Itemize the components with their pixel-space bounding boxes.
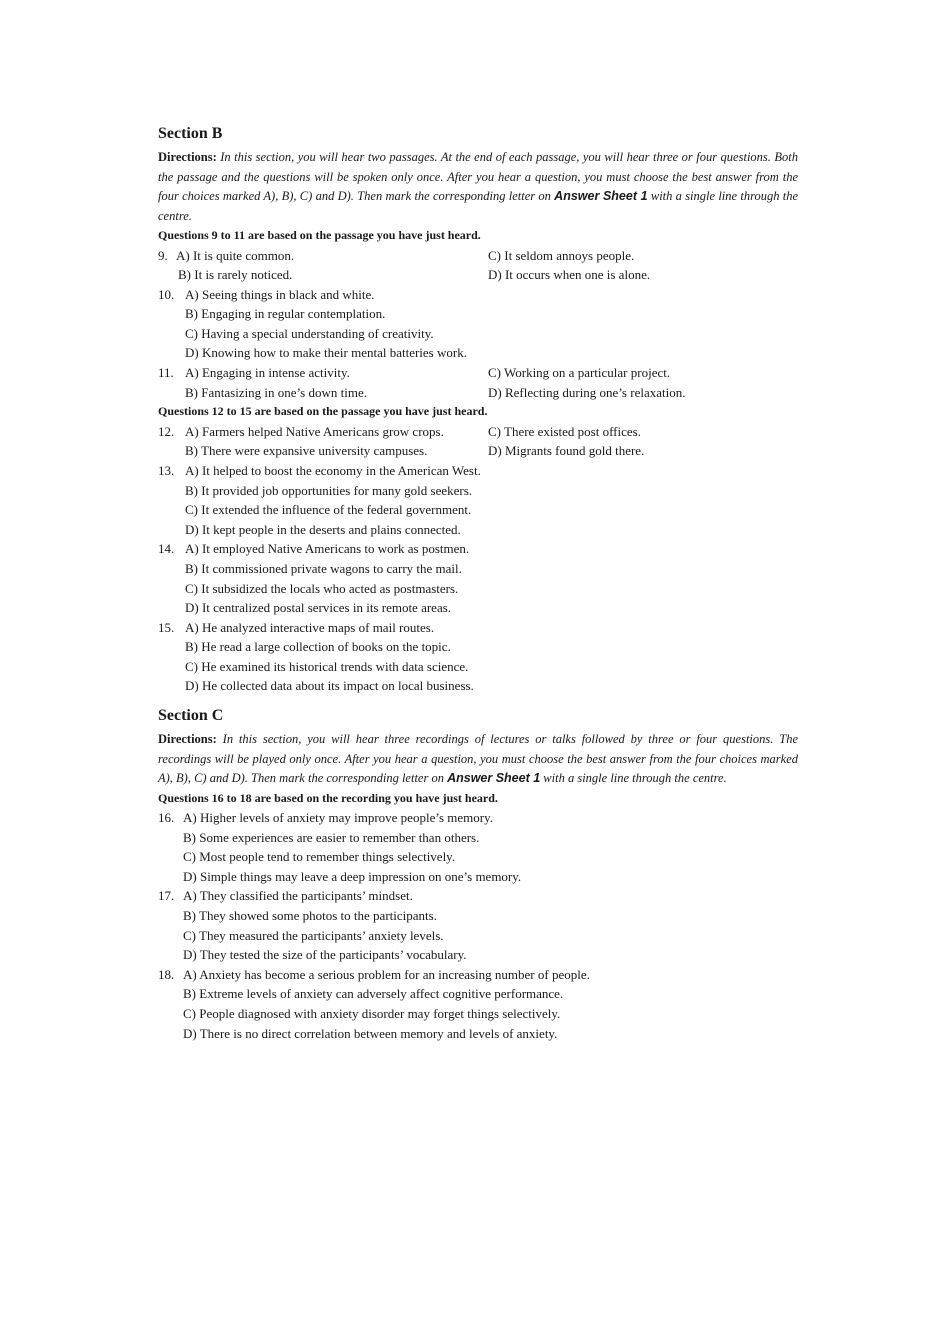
q18-option-a: A) Anxiety has become a serious problem for an increasing number of people. [183,966,590,982]
q13-number: 13. [158,462,175,478]
q16-row-c [158,847,798,867]
q12-option-d: D) Migrants found gold there. [488,443,645,459]
q13-row-b [158,481,798,501]
q15-row-b [158,637,798,657]
q12-row-2 [158,441,798,461]
q9-option-d: D) It occurs when one is alone. [488,267,651,283]
q15-option-c: C) He examined its historical trends with data science. [185,658,469,674]
q17-number: 17. [158,888,175,904]
directions-text-end: with a single line through the centre. [540,771,727,786]
answer-sheet-label: Answer Sheet 1 [554,189,648,203]
section-c-directions [158,730,798,789]
q18-number: 18. [158,966,175,982]
q16-option-a: A) Higher levels of anxiety may improve people’s memory. [183,810,493,826]
q10-option-c: C) Having a special understanding of creativity. [185,325,434,341]
q16-option-d: D) Simple things may leave a deep impression on one’s memory. [183,868,522,884]
q16-number: 16. [158,810,175,826]
questions-12-15-header: Questions 12 to 15 are based on the passage you have just heard. [158,404,488,419]
q18-row-c [158,1004,798,1024]
directions-text-end: with a single line through the centre. [158,189,799,223]
q15-option-d: D) He collected data about its impact on local business. [185,678,474,694]
q17-row-d [158,945,798,965]
q14-option-c: C) It subsidized the locals who acted as postmasters. [185,580,459,596]
q14-row-d [158,598,798,618]
q11-option-a: A) Engaging in intense activity. [185,365,350,381]
q18-option-b: B) Extreme levels of anxiety can adversely affect cognitive performance. [183,986,564,1002]
q14-option-d: D) It centralized postal services in its remote areas. [185,600,452,616]
q17-option-d: D) They tested the size of the participants’ vocabulary. [183,947,467,963]
q9-number: 9. [158,247,168,263]
q13-option-a: A) It helped to boost the economy in the American West. [185,462,481,478]
q17-option-b: B) They showed some photos to the participants. [183,908,437,924]
q11-row-1 [158,363,798,383]
q12-option-b: B) There were expansive university campuses. [185,443,428,459]
q17-row-a [158,886,798,906]
q11-option-b: B) Fantasizing in one’s down time. [185,384,367,400]
q13-row-d [158,520,798,540]
q12-option-c: C) There existed post offices. [488,423,641,439]
q18-row-d [158,1024,798,1044]
directions-label: Directions: [158,732,217,747]
q14-row-a [158,539,798,559]
q9-option-a: A) It is quite common. [176,247,295,263]
q11-number: 11. [158,365,174,381]
section-b-directions [158,148,798,226]
exam-page [158,124,798,1043]
q11-row-2 [158,383,798,403]
q14-option-a: A) It employed Native Americans to work as postmen. [185,541,470,557]
q13-option-b: B) It provided job opportunities for many gold seekers. [185,482,473,498]
q18-option-c: C) People diagnosed with anxiety disorder may forget things selectively. [183,1006,561,1021]
q13-row-c [158,500,798,520]
q16-option-c: C) Most people tend to remember things selectively. [183,849,456,865]
section-c-title: Section C [158,707,224,725]
questions-9-11-header: Questions 9 to 11 are based on the passage you have just heard. [158,228,481,242]
q18-row-a [158,965,798,985]
q18-option-d: D) There is no direct correlation between memory and levels of anxiety. [183,1025,558,1041]
q15-row-d [158,676,798,696]
q12-row-1 [158,422,798,442]
q12-number: 12. [158,423,175,439]
q10-option-b: B) Engaging in regular contemplation. [185,306,386,322]
q9-row-1 [158,246,798,266]
q9-row-2 [158,265,798,285]
q10-option-d: D) Knowing how to make their mental batteries work. [185,345,467,361]
q11-option-d: D) Reflecting during one’s relaxation. [488,384,686,400]
q16-row-a [158,808,798,828]
questions-16-18-header: Questions 16 to 18 are based on the recording you have just heard. [158,790,498,805]
section-b-title: Section B [158,125,223,142]
q18-row-b [158,984,798,1004]
q16-row-d [158,867,798,887]
q9-option-b: B) It is rarely noticed. [178,267,293,283]
q13-option-d: D) It kept people in the deserts and plains connected. [185,521,461,537]
q16-option-b: B) Some experiences are easier to remember than others. [183,829,480,845]
q14-number: 14. [158,541,175,557]
q10-row-b [158,304,798,324]
q14-option-b: B) It commissioned private wagons to carry the mail. [185,560,462,576]
q14-row-c [158,579,798,599]
section-spacer [158,696,798,706]
q10-row-a [158,285,798,305]
q9-option-c: C) It seldom annoys people. [488,247,635,263]
directions-label: Directions: [158,150,217,164]
q15-option-a: A) He analyzed interactive maps of mail routes. [185,619,435,635]
answer-sheet-label: Answer Sheet 1 [447,771,541,786]
q10-option-a: A) Seeing things in black and white. [185,286,375,302]
q12-option-a: A) Farmers helped Native Americans grow crops. [185,423,444,439]
q17-option-a: A) They classified the participants’ mindset. [183,888,413,904]
directions-text: In this section, you will hear two passages. At the end of each passage, you will hear three or four questions. Both the passage and the questions will be spoken only once. After you hear a question, you must choose the best answer from the four choices marked A), B), C) and D). Then mark the corresponding letter on [158,150,798,203]
q17-option-c: C) They measured the participants’ anxiety levels. [183,927,444,943]
directions-text: In this section, you will hear three recordings of lectures or talks followed by three or four questions. The recordings will be played only once. After you hear a question, you must choose the best answer from the four choices marked A), B), C) and D). Then mark the corresponding letter on [158,732,798,786]
q15-row-c [158,657,798,677]
q10-number: 10. [158,286,175,302]
q15-option-b: B) He read a large collection of books on the topic. [185,639,451,655]
q10-row-c [158,324,798,344]
q16-row-b [158,828,798,848]
q15-number: 15. [158,619,175,635]
q17-row-c [158,926,798,946]
q15-row-a [158,618,798,638]
q13-option-c: C) It extended the influence of the federal government. [185,502,472,518]
q14-row-b [158,559,798,579]
q11-option-c: C) Working on a particular project. [488,365,671,381]
q10-row-d [158,343,798,363]
q13-row-a [158,461,798,481]
q17-row-b [158,906,798,926]
